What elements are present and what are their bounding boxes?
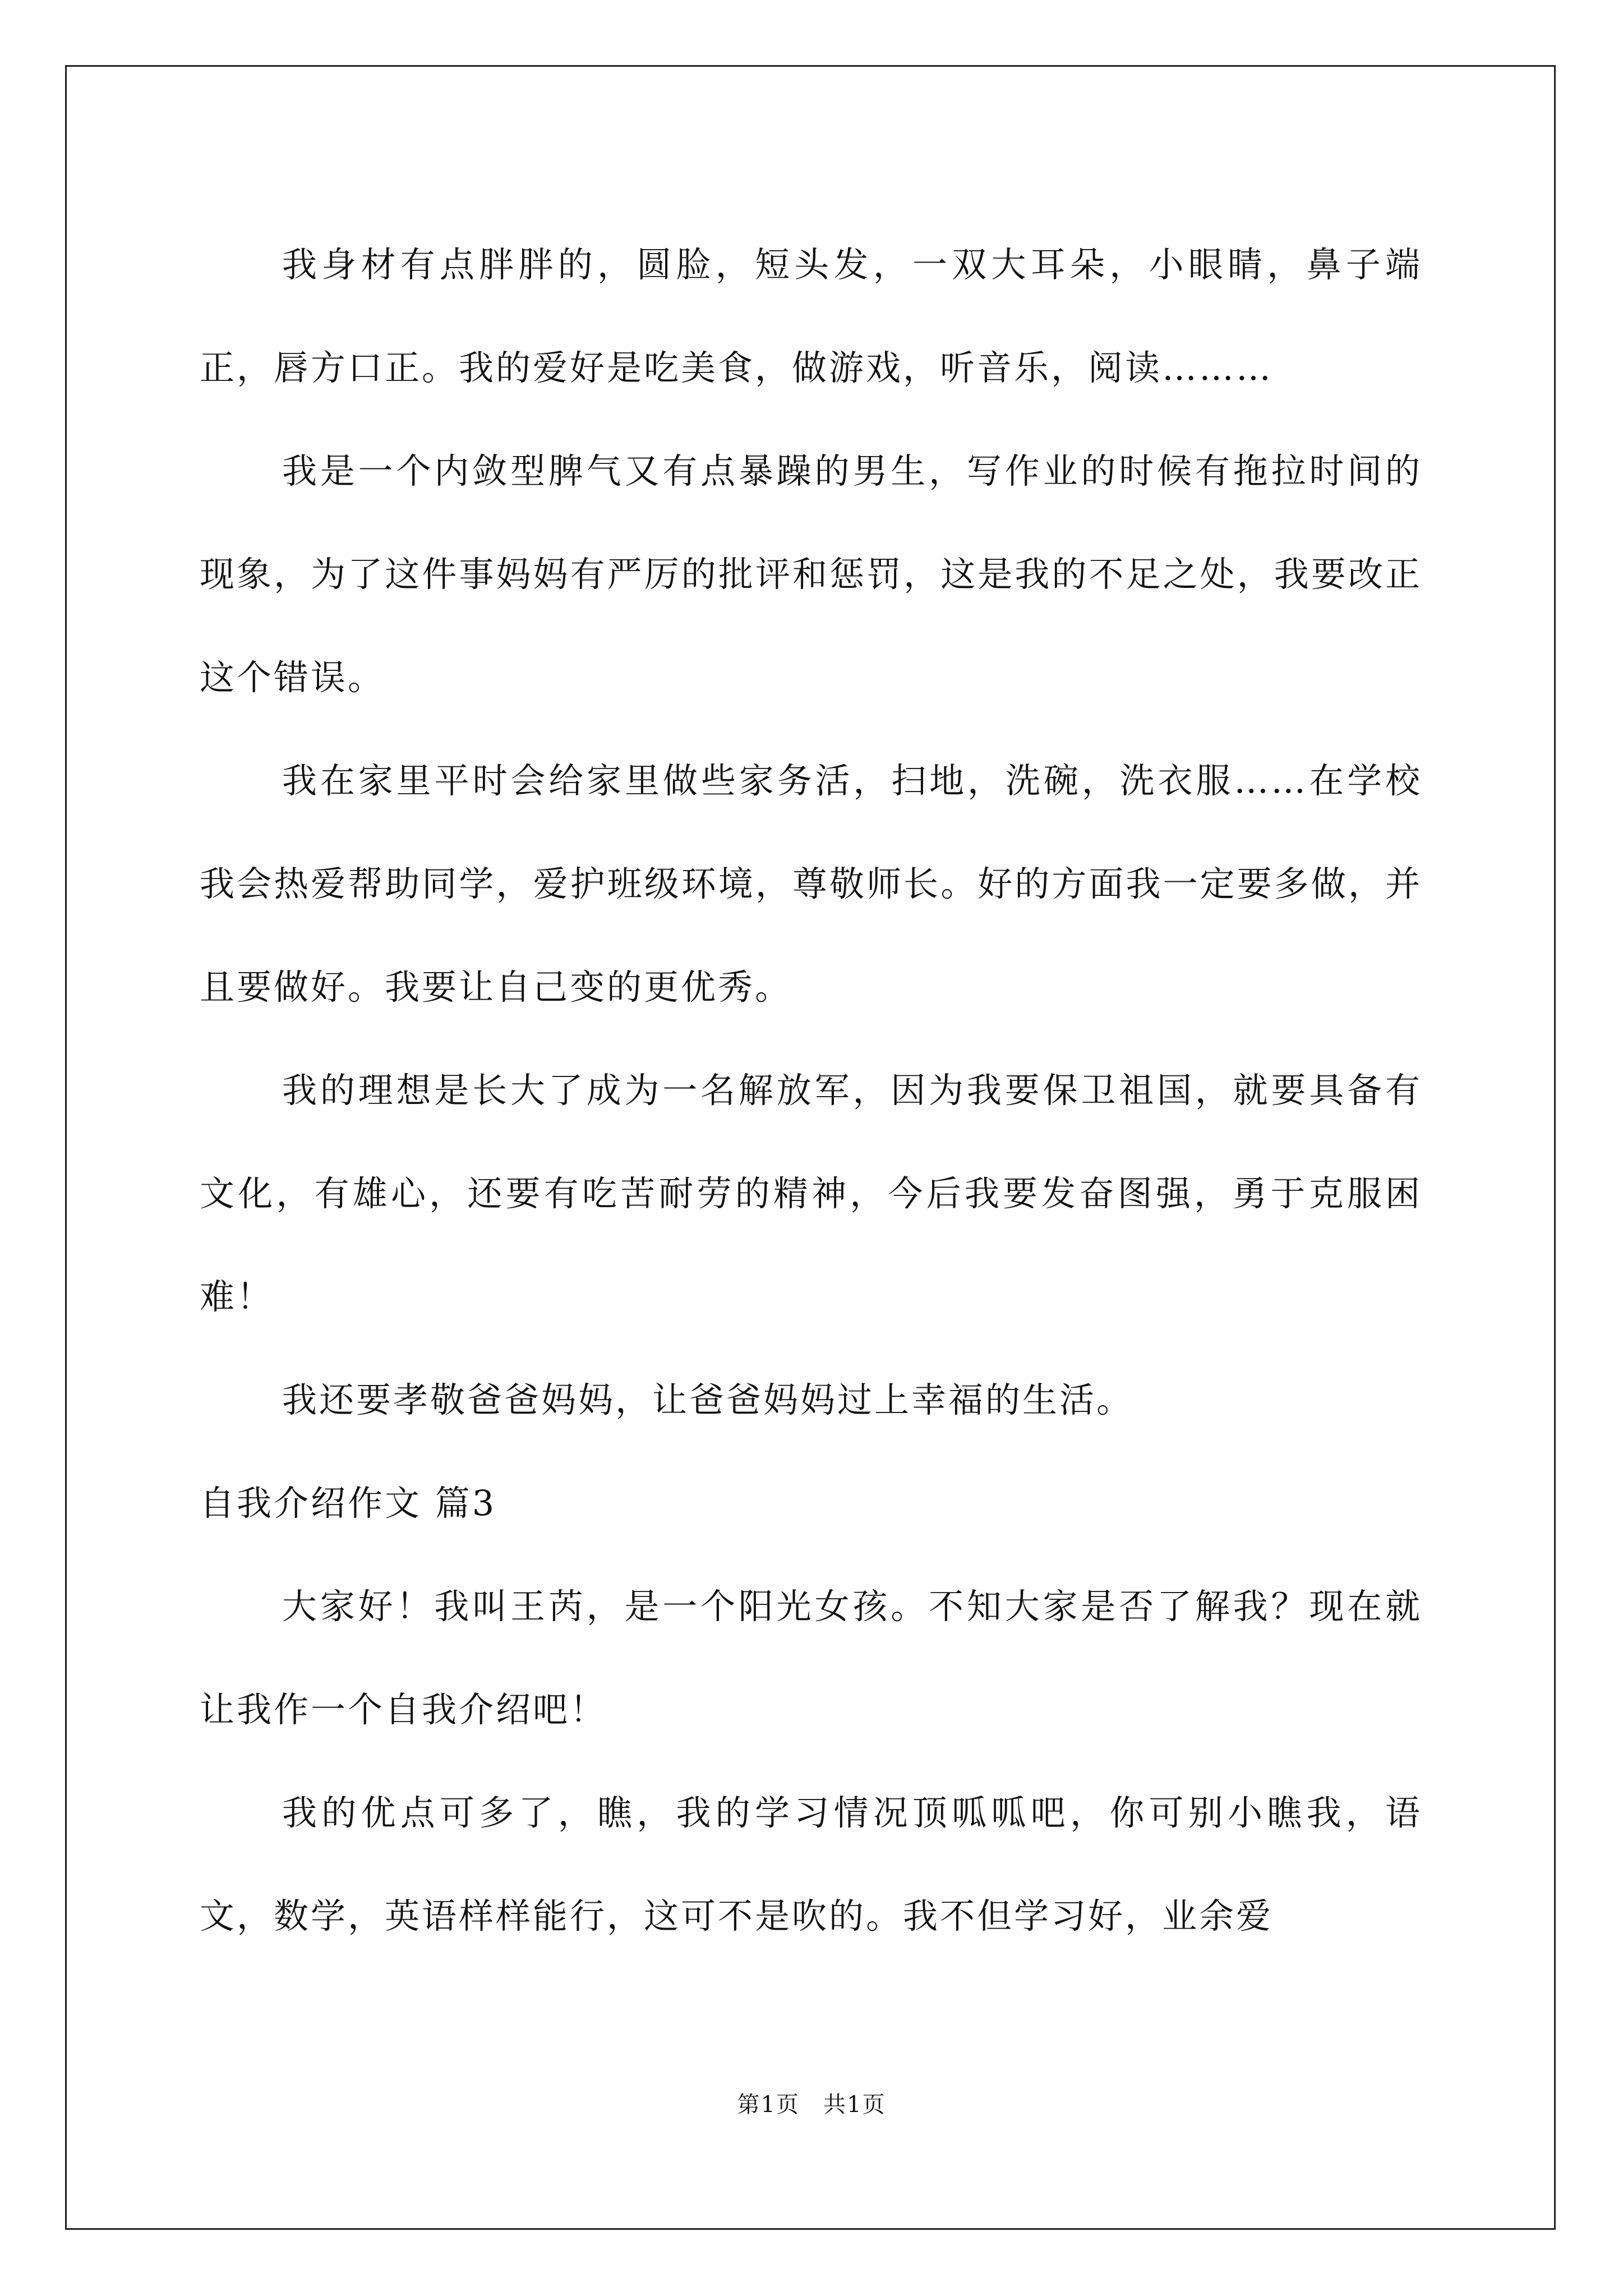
paragraph-ideal: 我的理想是长大了成为一名解放军，因为我要保卫祖国，就要具备有文化，有雄心，还要有吃苦耐劳的精神，今后我要发奋图强，勇于克服困难！ bbox=[200, 1070, 1422, 1317]
paragraph-appearance-hobbies: 我身材有点胖胖的，圆脸，短头发，一双大耳朵，小眼睛，鼻子端正，唇方口正。我的爱好是吃美食，做游戏，听音乐，阅读……… bbox=[200, 244, 1422, 388]
paragraph-personality: 我是一个内敛型脾气又有点暴躁的男生，写作业的时候有拖拉时间的现象，为了这件事妈妈有严厉的批评和惩罚，这是我的不足之处，我要改正这个错误。 bbox=[200, 450, 1422, 698]
section-heading: 自我介绍作文 篇3 bbox=[200, 1483, 497, 1524]
paragraph-strengths: 我的优点可多了，瞧，我的学习情况顶呱呱吧，你可别小瞧我，语文，数学，英语样样能行，这可不是吹的。我不但学习好，业余爱 bbox=[200, 1792, 1422, 1936]
document-body bbox=[200, 213, 1422, 1968]
page-footer: 第1页 共1页 bbox=[737, 2092, 886, 2118]
paragraph-greeting: 大家好！我叫王芮，是一个阳光女孩。不知大家是否了解我？现在就让我作一个自我介绍吧！ bbox=[200, 1586, 1422, 1730]
paragraph-housework-school: 我在家里平时会给家里做些家务活，扫地，洗碗，洗衣服……在学校我会热爱帮助同学，爱护班级环境，尊敬师长。好的方面我一定要多做，并且要做好。我要让自己变的更优秀。 bbox=[200, 760, 1422, 1007]
paragraph-filial: 我还要孝敬爸爸妈妈，让爸爸妈妈过上幸福的生活。 bbox=[282, 1379, 1134, 1420]
